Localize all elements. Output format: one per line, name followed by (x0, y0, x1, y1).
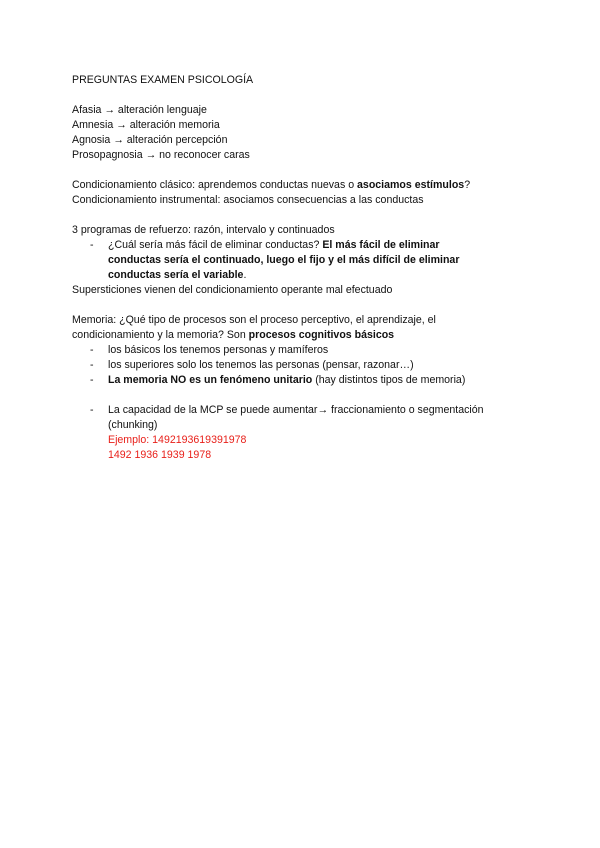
memory-bullet-mcp: - La capacidad de la MCP se puede aumentar→ fraccionamiento o segmentación (chunking) Ejemplo: 1492193619391978 1492 1936 1939 1978 (72, 403, 532, 463)
document-title: PREGUNTAS EXAMEN PSICOLOGÍA (72, 74, 254, 86)
superstitions-note: Supersticiones vienen del condicionamiento operante mal efectuado (72, 284, 393, 296)
memory-intro-line1: Memoria: ¿Qué tipo de procesos son el proceso perceptivo, el aprendizaje, el (72, 314, 436, 326)
classic-conditioning-answer: asociamos estímulos (357, 179, 465, 191)
memory-bullet-basic: - los básicos los tenemos personas y mamíferos (90, 344, 329, 356)
document-body (72, 73, 532, 463)
memory-bullet-unitary: - La memoria NO es un fenómeno unitario (hay distintos tipos de memoria) (90, 374, 466, 386)
definition-agnosia: Agnosia → alteración percepción (72, 134, 228, 146)
definition-afasia: Afasia → alteración lenguaje (72, 104, 207, 116)
definition-amnesia: Amnesia → alteración memoria (72, 119, 220, 131)
instrumental-conditioning: Condicionamiento instrumental: asociamos consecuencias a las conductas (72, 194, 424, 206)
reinforcement-question-item: - ¿Cuál sería más fácil de eliminar conductas? El más fácil de eliminar conductas sería el continuado, luego el fijo y el más difícil de eliminar conductas sería el variable. (90, 239, 460, 281)
chunking-example: Ejemplo: 1492193619391978 (108, 434, 247, 446)
definition-prosopagnosia: Prosopagnosia → no reconocer caras (72, 149, 250, 161)
memory-intro-line2: condicionamiento y la memoria? Son procesos cognitivos básicos (72, 329, 395, 341)
bullet-dash: - (90, 239, 94, 251)
reinforcement-programs: 3 programas de refuerzo: razón, intervalo y continuados (72, 224, 335, 236)
memory-bullet-superior: - los superiores solo los tenemos las personas (pensar, razonar…) (90, 359, 414, 371)
classic-conditioning: Condicionamiento clásico: aprendemos conductas nuevas o asociamos estímulos? (72, 179, 471, 191)
memory-intro-answer: procesos cognitivos básicos (248, 329, 395, 341)
chunking-example-grouped: 1492 1936 1939 1978 (108, 449, 212, 461)
